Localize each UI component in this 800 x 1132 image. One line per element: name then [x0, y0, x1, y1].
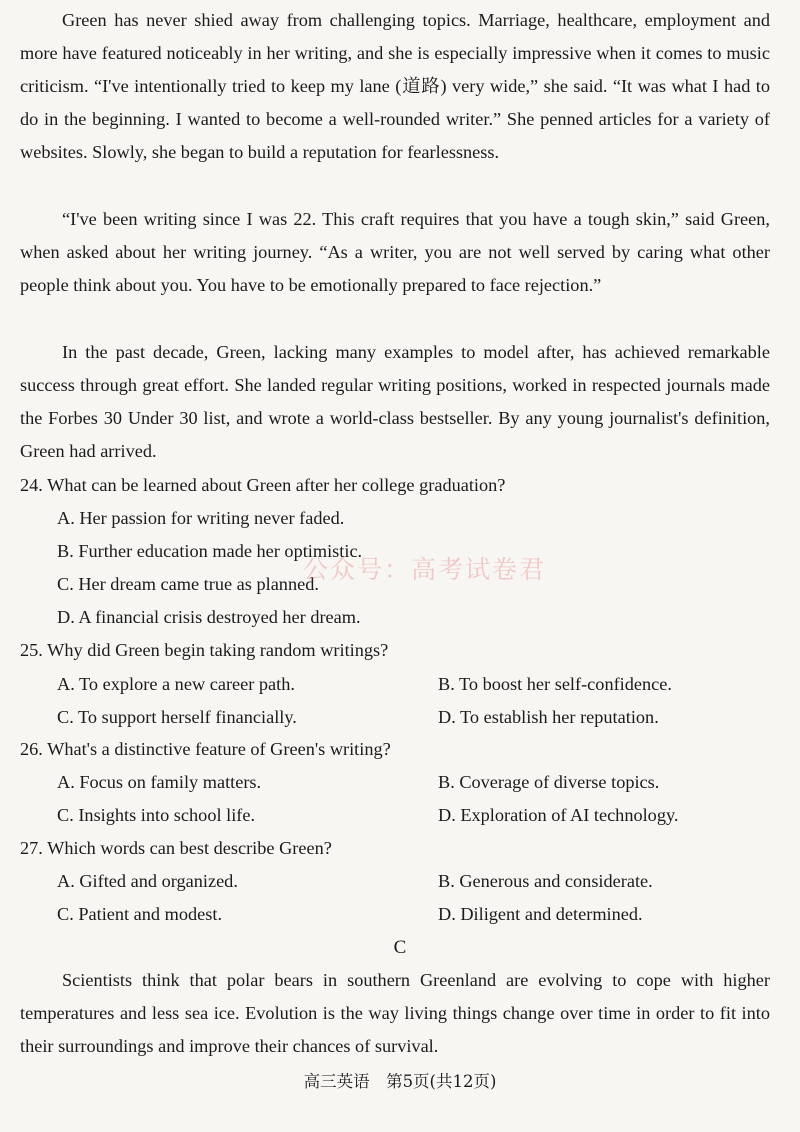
question-24-stem: 24. What can be learned about Green after her college graduation?: [20, 475, 506, 495]
question-26-option-a[interactable]: A. Focus on family matters.: [57, 772, 262, 792]
question-27-option-d[interactable]: D. Diligent and determined.: [438, 904, 643, 924]
question-24-option-a[interactable]: A. Her passion for writing never faded.: [57, 508, 345, 528]
question-27-stem: 27. Which words can best describe Green?: [20, 838, 332, 858]
question-25-option-a[interactable]: A. To explore a new career path.: [57, 674, 295, 694]
question-26-option-c[interactable]: C. Insights into school life.: [57, 805, 256, 825]
watermark-text: 公众号：高考试卷君: [303, 555, 547, 584]
question-25-option-d[interactable]: D. To establish her reputation.: [438, 707, 659, 727]
passage-c-paragraph: Scientists think that polar bears in southern Greenland are evolving to cope with higher temperatures and less sea ice. Evolution is the way living things change over time in order to fit into their surroundings and improve their chances of survival.: [20, 970, 770, 1056]
question-27-option-c[interactable]: C. Patient and modest.: [57, 904, 223, 924]
passage-paragraph-1: Green has never shied away from challenging topics. Marriage, healthcare, employment and more have featured noticeably in her writing, and she is especially impressive when it comes to music criticism. “I've intentionally tried to keep my lane (道路) very wide,” she said. “It was what I had to do in the beginning. I wanted to become a well-rounded writer.” She penned articles for a variety of websites. Slowly, she began to build a reputation for fearlessness.: [20, 10, 770, 162]
section-heading-c: C: [393, 937, 407, 958]
question-26-stem: 26. What's a distinctive feature of Green's writing?: [20, 739, 391, 759]
question-24-option-d[interactable]: D. A financial crisis destroyed her dream.: [57, 607, 361, 627]
question-24-option-b[interactable]: B. Further education made her optimistic.: [57, 541, 363, 561]
question-26-option-d[interactable]: D. Exploration of AI technology.: [438, 805, 679, 825]
question-25-option-b[interactable]: B. To boost her self-confidence.: [438, 674, 672, 694]
question-27-option-b[interactable]: B. Generous and considerate.: [438, 871, 653, 891]
passage-paragraph-2: “I've been writing since I was 22. This craft requires that you have a tough skin,” said Green, when asked about her writing journey. “As a writer, you are not well served by caring what other people think about you. You have to be emotionally prepared to face rejection.”: [20, 209, 770, 295]
passage-paragraph-3: In the past decade, Green, lacking many examples to model after, has achieved remarkable success through great effort. She landed regular writing positions, worked in respected journals made the Forbes 30 Under 30 list, and wrote a world-class bestseller. By any young journalist's definition, Green had arrived.: [20, 342, 770, 461]
question-25-option-c[interactable]: C. To support herself financially.: [57, 707, 297, 727]
question-26-option-b[interactable]: B. Coverage of diverse topics.: [438, 772, 660, 792]
question-24-option-c[interactable]: C. Her dream came true as planned.: [57, 574, 319, 594]
question-27-option-a[interactable]: A. Gifted and organized.: [57, 871, 238, 891]
question-25-stem: 25. Why did Green begin taking random writings?: [20, 640, 389, 660]
page-footer: 高三英语 第5页(共12页): [303, 1072, 497, 1091]
